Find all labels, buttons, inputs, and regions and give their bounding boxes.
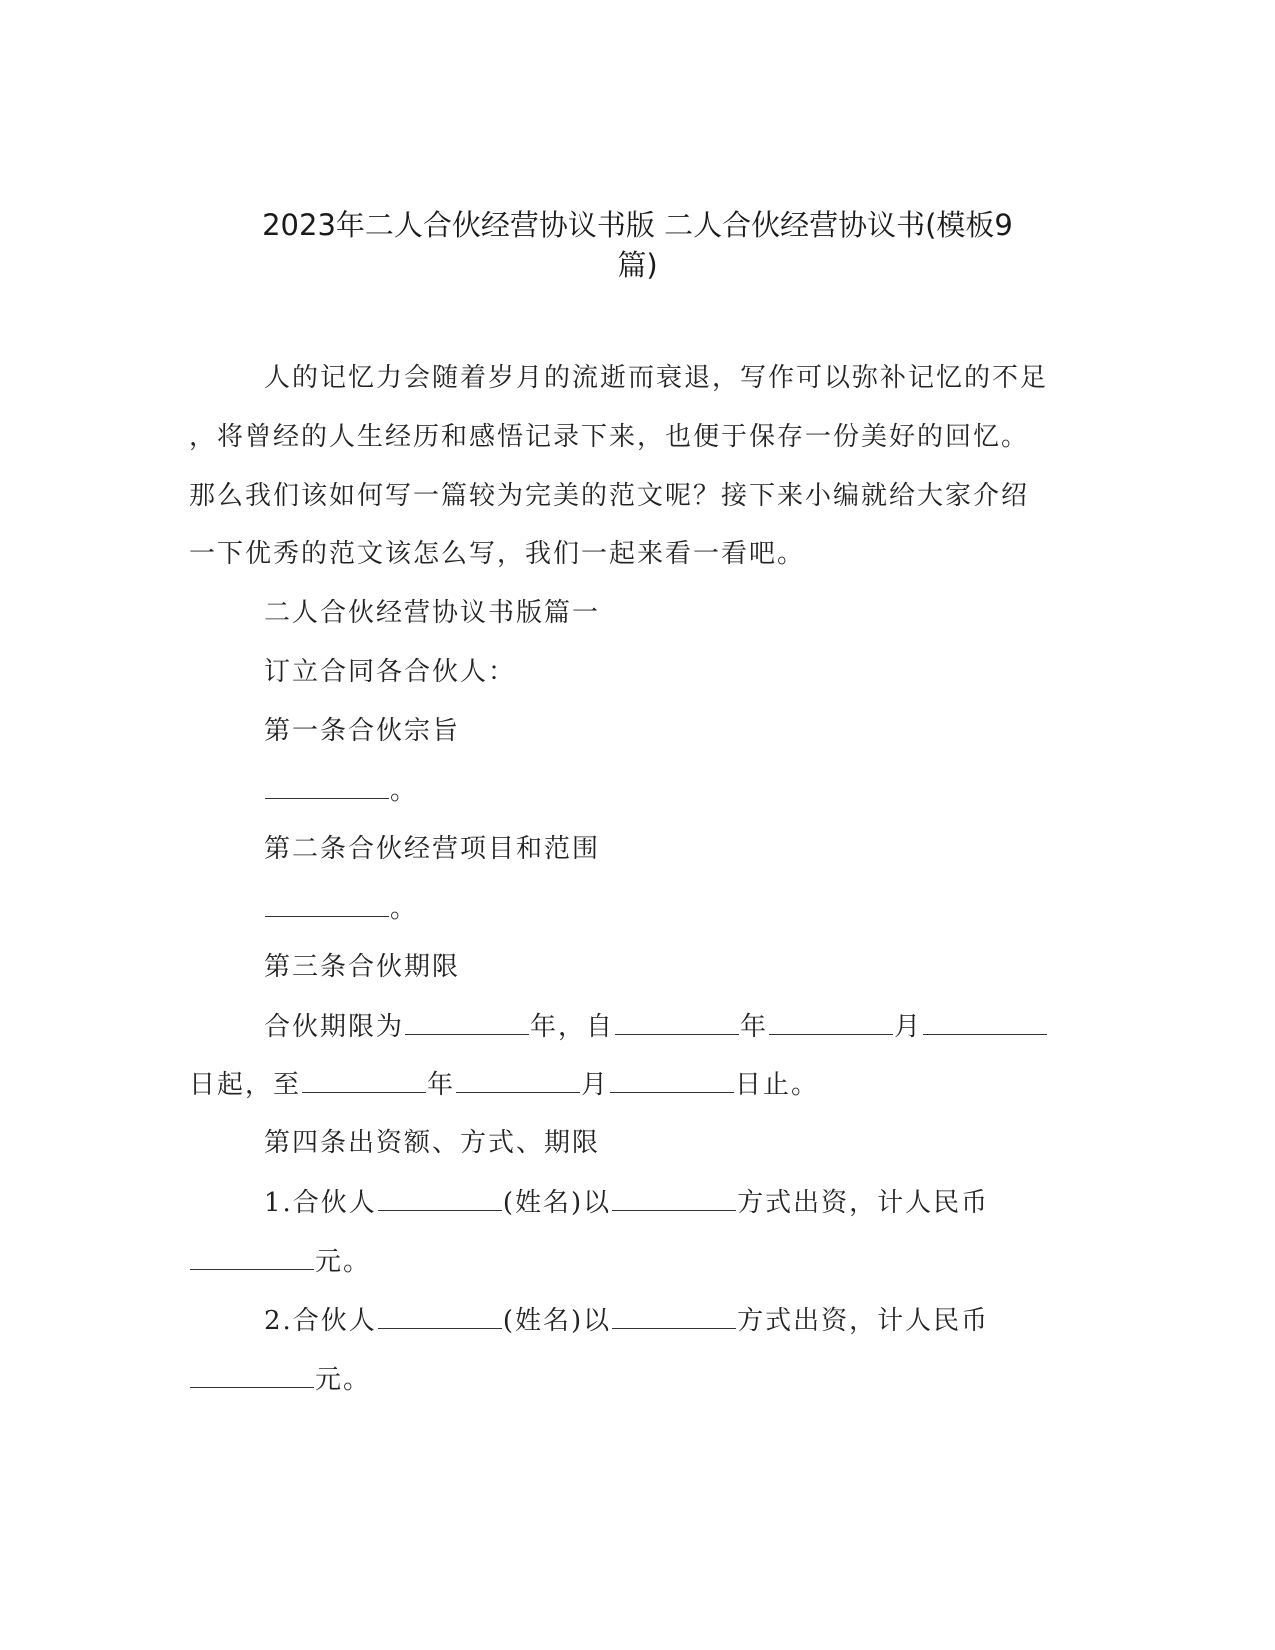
title-line-1: 2023年二人合伙经营协议书版 二人合伙经营协议书(模板9 (262, 208, 1013, 242)
intro-line-3: 那么我们该如何写一篇较为完美的范文呢？接下来小编就给大家介绍 (189, 481, 1030, 511)
fill-in-blank[interactable] (265, 770, 389, 799)
document-body (189, 0, 1079, 1650)
contribution-2-line-2: 元。 (189, 1359, 371, 1399)
start-year-blank[interactable] (615, 1006, 739, 1035)
term-years-blank[interactable] (405, 1006, 529, 1035)
article-1-blank-line: 。 (264, 770, 418, 810)
term-line-1: 合伙期限为 年，自 年 月 (264, 1006, 1048, 1046)
intro-line-4: 一下优秀的范文该怎么写，我们一起来看一看吧。 (189, 539, 806, 569)
article-2-heading: 第二条合伙经营项目和范围 (264, 834, 601, 864)
term-line-2: 日起，至 年 月 日止。 (189, 1064, 819, 1104)
article-4-heading: 第四条出资额、方式、期限 (264, 1128, 601, 1158)
intro-line-1: 人的记忆力会随着岁月的流逝而衰退，写作可以弥补记忆的不足 (264, 363, 1049, 393)
partner-1-amount-blank[interactable] (190, 1241, 314, 1270)
article-2-blank-line: 。 (264, 888, 418, 928)
fill-in-blank[interactable] (265, 888, 389, 917)
contribution-1-line-2: 元。 (189, 1241, 371, 1281)
partner-2-method-blank[interactable] (612, 1300, 736, 1329)
end-month-blank[interactable] (456, 1064, 580, 1093)
article-3-heading: 第三条合伙期限 (264, 952, 461, 982)
contribution-2-line-1: 2.合伙人 (姓名)以 方式出资，计人民币 (264, 1300, 989, 1340)
parties-label: 订立合同各合伙人： (264, 657, 517, 687)
start-day-blank[interactable] (923, 1006, 1047, 1035)
start-month-blank[interactable] (769, 1006, 893, 1035)
partner-1-name-blank[interactable] (378, 1182, 502, 1211)
contribution-1-line-1: 1.合伙人 (姓名)以 方式出资，计人民币 (264, 1182, 989, 1222)
partner-1-method-blank[interactable] (612, 1182, 736, 1211)
end-year-blank[interactable] (302, 1064, 426, 1093)
title-line-2: 篇) (617, 248, 658, 282)
intro-line-2: ，将曾经的人生经历和感悟记录下来，也便于保存一份美好的回忆。 (189, 422, 1030, 452)
article-1-heading: 第一条合伙宗旨 (264, 716, 461, 746)
partner-2-amount-blank[interactable] (190, 1359, 314, 1388)
end-day-blank[interactable] (610, 1064, 734, 1093)
section-heading: 二人合伙经营协议书版篇一 (264, 598, 601, 628)
partner-2-name-blank[interactable] (378, 1300, 502, 1329)
